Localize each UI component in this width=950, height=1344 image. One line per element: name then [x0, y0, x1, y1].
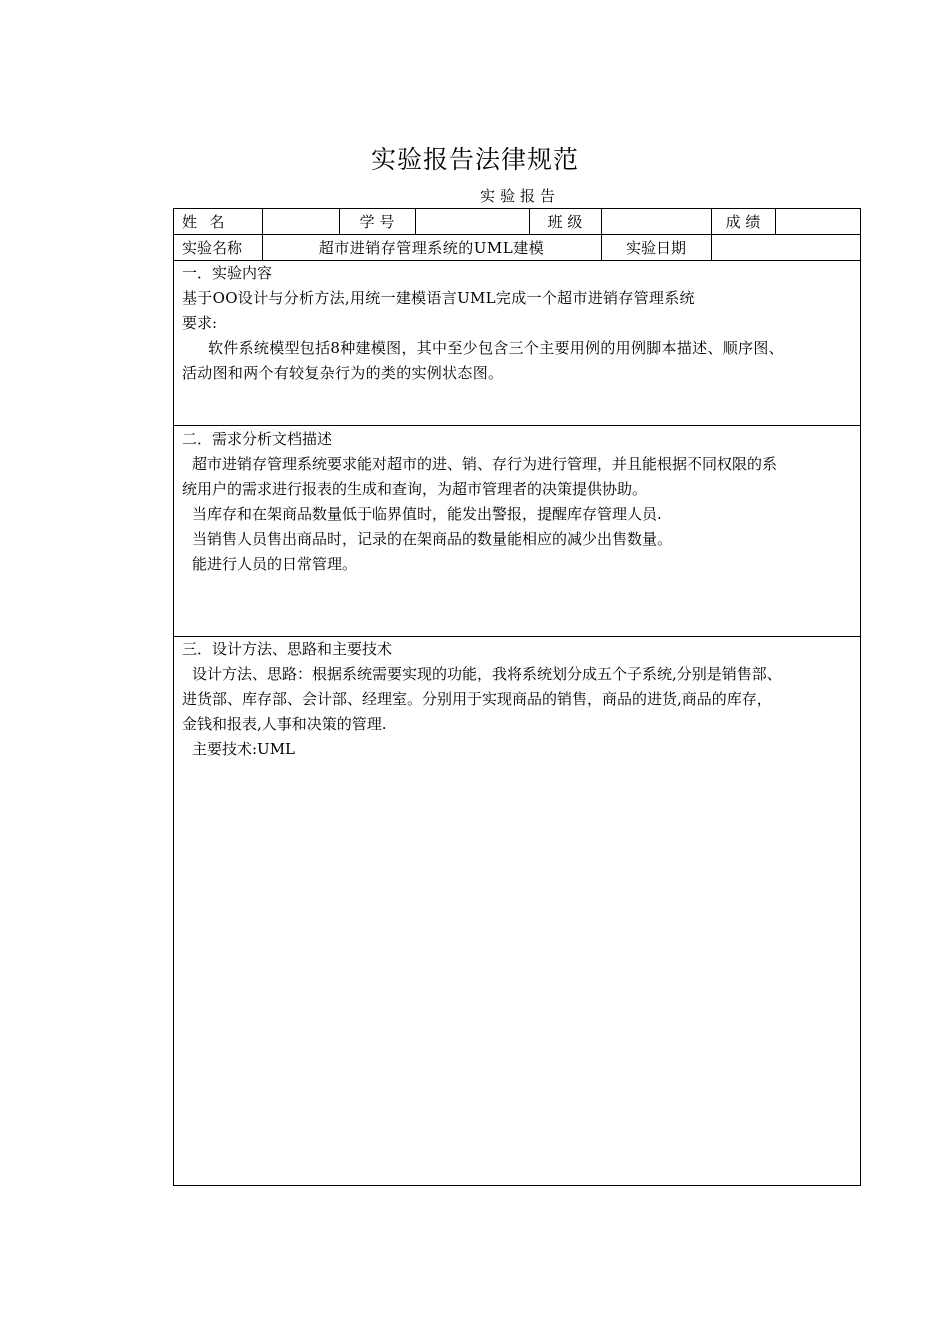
section-design-methods: [174, 637, 860, 1177]
class-label: 班 级: [547, 213, 583, 231]
experiment-info-row: [174, 235, 860, 261]
section-experiment-content: [174, 261, 860, 425]
student-id-label: 学 号: [359, 213, 395, 231]
student-info-row: [174, 209, 860, 235]
name-value-field[interactable]: [262, 209, 339, 234]
section-line: 超市进销存管理系统要求能对超市的进、销、存行为进行管理，并且能根据不同权限的系: [192, 455, 778, 473]
experiment-date-label: 实验日期: [625, 239, 686, 257]
section-line: 当库存和在架商品数量低于临界值时，能发出警报，提醒库存管理人员.: [192, 505, 662, 523]
experiment-name-value: 超市进销存管理系统的UML建模: [318, 239, 545, 257]
section-divider: [174, 425, 860, 426]
section-line: 设计方法、思路：根据系统需要实现的功能，我将系统划分成五个子系统,分别是销售部、: [192, 665, 782, 683]
section-line: 金钱和报表,人事和决策的管理.: [182, 715, 387, 733]
section-line: 基于OO设计与分析方法,用统一建模语言UML完成一个超市进销存管理系统: [182, 289, 695, 307]
experiment-date-value-field[interactable]: [711, 235, 860, 260]
name-label: 姓 名: [182, 213, 226, 231]
class-value-field[interactable]: [601, 209, 711, 234]
grade-label: 成 绩: [725, 213, 761, 231]
section-requirements: [174, 427, 860, 635]
section-line: 要求:: [182, 314, 218, 332]
section-line: 当销售人员售出商品时，记录的在架商品的数量能相应的减少出售数量。: [192, 530, 673, 548]
section-line: 活动图和两个有较复杂行为的类的实例状态图。: [182, 364, 504, 382]
section-line: 能进行人员的日常管理。: [192, 555, 358, 573]
section-line: 统用户的需求进行报表的生成和查询，为超市管理者的决策提供协助。: [182, 480, 648, 498]
section-line: 软件系统模型包括8种建模图，其中至少包含三个主要用例的用例脚本描述、顺序图、: [208, 339, 784, 357]
section-line: 主要技术:UML: [192, 740, 296, 758]
report-subtitle: 实验报告: [479, 187, 560, 205]
document-title: 实验报告法律规范: [370, 145, 579, 174]
report-table: [173, 208, 861, 1186]
section-heading: 一．实验内容: [182, 264, 273, 282]
experiment-name-label: 实验名称: [182, 239, 243, 257]
section-line: 进货部、库存部、会计部、经理室。分别用于实现商品的销售，商品的进货,商品的库存，: [182, 690, 772, 708]
student-id-value-field[interactable]: [415, 209, 529, 234]
grade-value-field[interactable]: [775, 209, 860, 234]
section-heading: 二．需求分析文档描述: [182, 430, 333, 448]
section-heading: 三．设计方法、思路和主要技术: [182, 640, 393, 658]
